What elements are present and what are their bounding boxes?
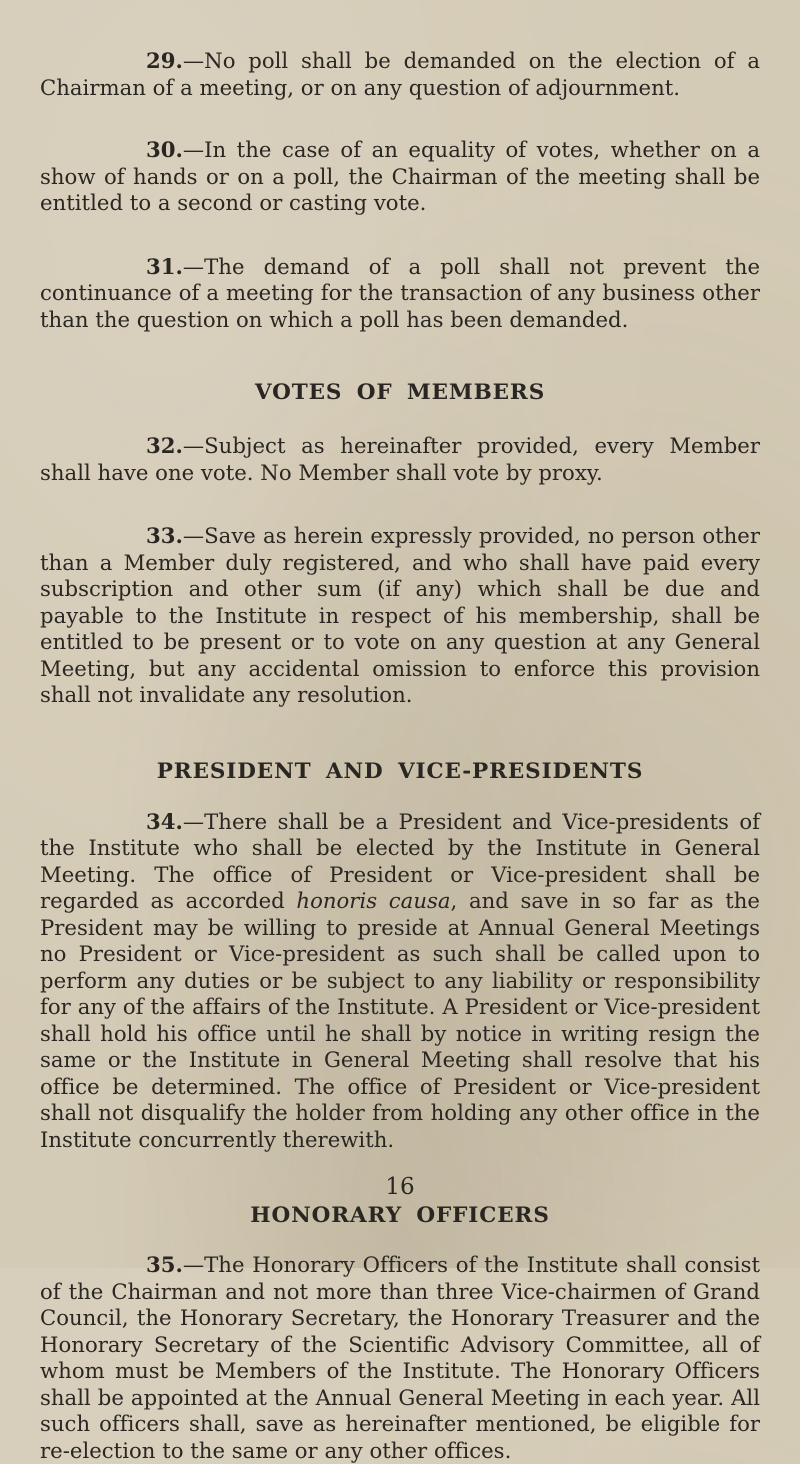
- paragraph-text: —There shall be a President and Vice-presidents of the Institute who shall be elected by the Institute in General Meeting. The office of President or Vice-president shall be regarded as accorded: [40, 808, 760, 913]
- paragraph-text: —No poll shall be demanded on the election of a Chairman of a meeting, or on any question of adjournment.: [40, 48, 760, 100]
- italic-phrase: honoris causa: [296, 888, 451, 913]
- paragraph-number: 30.: [146, 137, 183, 162]
- paragraph-number: 34.: [146, 808, 183, 834]
- section-heading-honorary: HONORARY OFFICERS: [250, 1203, 550, 1228]
- paragraph-text: —In the case of an equality of votes, whether on a show of hands or on a poll, the Chairman of the meeting shall be entitled to a second or casting vote.: [40, 137, 760, 215]
- paragraph-number: 32.: [146, 433, 183, 458]
- paragraph-35: [40, 1252, 760, 1464]
- paragraph-number: 33.: [146, 523, 183, 548]
- paragraph-text: —Save as herein expressly provided, no person other than a Member duly registered, and who shall have paid every subscription and other sum (if any) which shall be due and payable to the Institute in respect of his membership, shall be entitled to be present or to vote on any question at any General Meeting, but any accidental omission to enforce this provision shall not invalidate any resolution.: [40, 523, 760, 707]
- section-heading-president: PRESIDENT AND VICE-PRESIDENTS: [156, 758, 644, 784]
- paragraph-number: 29.: [146, 48, 183, 73]
- paragraph-text-continued: , and save in so far as the President may be willing to preside at Annual General Meetings no President or Vice-president as such shall be called upon to perform any duties or be subject to any liability or responsibility for any of the affairs of the Institute. A President or Vice-president shall hold his office until he shall by notice in writing resign the same or the Institute in General Meeting shall resolve that his office be determined. The office of President or Vice-president shall not disqualify the holder from holding any other office in the Institute concurrently therewith.: [40, 888, 760, 1152]
- paragraph-30: [40, 137, 760, 217]
- paragraph-text: —The Honorary Officers of the Institute shall consist of the Chairman and not more than three Vice-chairmen of Grand Council, the Honorary Secretary, the Honorary Treasurer and the Honorary Secretary of the Scientific Advisory Committee, all of whom must be Members of the Institute. The Honorary Officers shall be appointed at the Annual General Meeting in each year. All such officers shall, save as hereinafter mentioned, be eligible for re-election to the same or any other offices.: [40, 1252, 760, 1463]
- paragraph-text: —Subject as hereinafter provided, every Member shall have one vote. No Member shall vote by proxy.: [40, 433, 760, 485]
- paragraph-32: [40, 433, 760, 486]
- paragraph-text: —The demand of a poll shall not prevent the continuance of a meeting for the transaction of any business other than the question on which a poll has been demanded.: [40, 253, 760, 332]
- section-heading-votes: VOTES OF MEMBERS: [254, 380, 546, 405]
- paragraph-number: 35.: [146, 1252, 183, 1277]
- paragraph-34: [40, 809, 760, 1154]
- paragraph-number: 31.: [146, 253, 183, 279]
- paragraph-33: [40, 523, 760, 709]
- paragraph-29: [40, 48, 760, 101]
- page-number: 16: [385, 1174, 415, 1200]
- paragraph-31: [40, 254, 760, 334]
